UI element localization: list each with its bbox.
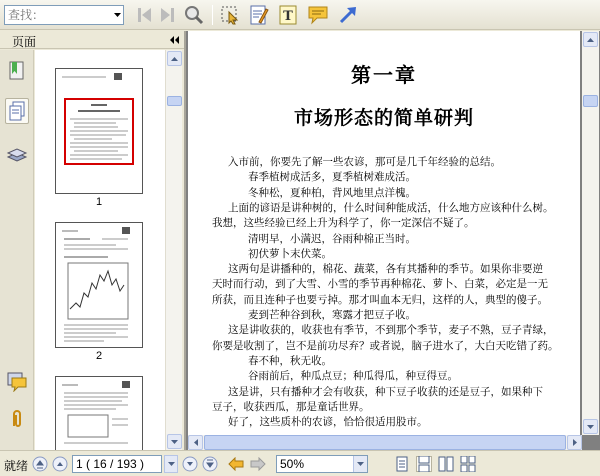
comment-list-icon <box>6 370 28 392</box>
back-arrow-icon <box>228 457 244 471</box>
proverb-line: 冬种松，夏种柏，背风地里点洋槐。 <box>248 186 416 199</box>
scroll-down-arrow[interactable] <box>167 434 182 449</box>
page-title: 市场形态的简单研判 <box>293 107 474 129</box>
next-page-button[interactable] <box>182 456 198 472</box>
search-icon <box>183 4 205 26</box>
proverb-line: 春不种，秋无收。 <box>248 354 332 367</box>
proverb-line: 麦到芒种谷到秋，寒露才把豆子收。 <box>248 309 416 321</box>
text-tool-icon <box>277 4 299 26</box>
thumbnail-page-2[interactable] <box>55 222 143 348</box>
paragraph-line: 你要是收割了，岂不是前功尽弃？或者说，脑子进水了，大白天吃错了药。 <box>212 339 559 352</box>
paragraph-line: 好了，这些质朴的农谚，恰恰很适用股市。 <box>228 416 428 429</box>
first-page-button[interactable] <box>32 456 48 472</box>
proverb-line: 谷雨前后，种瓜点豆；种瓜得瓜，种豆得豆。 <box>248 370 458 383</box>
bookmarks-tab[interactable] <box>5 58 29 84</box>
document-vertical-scrollbar[interactable] <box>582 31 599 435</box>
zoom-value: 50% <box>280 457 305 471</box>
find-next-button[interactable] <box>156 3 180 27</box>
next-page-icon <box>182 456 198 472</box>
panel-icon-rail <box>0 50 34 450</box>
comment-button[interactable] <box>306 3 330 27</box>
thumbnails-pane <box>35 50 165 450</box>
facing-view-button[interactable] <box>438 456 454 472</box>
svg-text:T: T <box>283 9 293 24</box>
toolbar <box>0 0 600 30</box>
proverb-line: 清明早，小满迟，谷雨种棉正当时。 <box>248 232 416 245</box>
comment-icon <box>307 4 329 26</box>
collapse-panel-icon[interactable] <box>170 34 180 48</box>
first-page-icon <box>32 456 48 472</box>
status-text: 就绪 <box>4 459 29 473</box>
last-page-button[interactable] <box>202 456 218 472</box>
paragraph-line: 天时而行动，到了大雪、小雪的季节再种棉花、萝卜、白菜，必定是一无 <box>212 278 548 291</box>
scroll-up-arrow[interactable] <box>583 32 598 47</box>
previous-page-button[interactable] <box>52 456 68 472</box>
attachments-tab[interactable] <box>5 406 29 432</box>
facing-pages-icon <box>438 456 454 472</box>
thumbnails-scrollbar[interactable] <box>165 50 182 450</box>
document-view <box>184 31 600 450</box>
paragraph-line: 这是讲，只有播种才会有收获，种下豆子收获的还是豆子，如果种下 <box>228 385 543 398</box>
find-previous-button[interactable] <box>132 3 156 27</box>
scroll-right-arrow[interactable] <box>567 435 582 450</box>
status-bar <box>0 450 600 476</box>
search-button[interactable] <box>182 3 206 27</box>
note-button[interactable] <box>246 3 270 27</box>
left-panel-header <box>0 31 184 49</box>
arrow-tool-button[interactable] <box>336 3 360 27</box>
forward-button[interactable] <box>250 456 266 472</box>
chevron-down-icon <box>168 462 175 466</box>
paragraph-line: 入市前，你要先了解一些农谚，那可是几千年经验的总结。 <box>228 156 501 168</box>
scrollbar-thumb[interactable] <box>204 435 566 450</box>
paragraph-line: 这两句是讲播种的，棉花、蔬菜，各有其播种的季节。如果你非要逆 <box>228 263 543 276</box>
paragraph-line: 这是讲收获的，收获也有季节，不到那个季节，麦子不熟，豆子青绿， <box>228 324 554 337</box>
find-previous-icon <box>134 5 154 25</box>
continuous-facing-icon <box>460 456 476 472</box>
scrollbar-thumb[interactable] <box>583 95 598 107</box>
continuous-view-button[interactable] <box>416 456 432 472</box>
proverb-line: 春季植树成活多，夏季植树难成活。 <box>248 171 416 184</box>
previous-page-icon <box>52 456 68 472</box>
back-button[interactable] <box>228 456 244 472</box>
comments-tab[interactable] <box>5 368 29 394</box>
page-indicator: 1 ( 16 / 193 ) <box>76 457 145 471</box>
select-text-icon <box>219 4 241 26</box>
select-text-button[interactable] <box>218 3 242 27</box>
page-number-field[interactable] <box>72 455 162 473</box>
note-icon <box>247 4 269 26</box>
text-tool-button[interactable] <box>276 3 300 27</box>
search-input[interactable] <box>6 7 112 23</box>
panel-title: 页面 <box>12 35 37 49</box>
paragraph-line: 所获，而且连种子也要亏掉。那才叫血本无归，这样的人，典型的傻子。 <box>212 293 548 306</box>
bookmark-icon <box>7 60 27 82</box>
thumbnail-page-3[interactable] <box>55 376 143 450</box>
paragraph-line: 豆子，收获西瓜，那是童话世界。 <box>212 400 370 413</box>
layers-tab[interactable] <box>5 142 29 168</box>
document-page <box>188 31 580 435</box>
paragraph-line: 上面的谚语是讲种树的，什么时间种能成活，什么地方应该种什么树。 <box>228 201 554 214</box>
continuous-page-icon <box>417 456 431 472</box>
thumbnail-number: 1 <box>95 196 103 208</box>
search-box[interactable] <box>4 5 124 25</box>
arrow-tool-icon <box>337 4 359 26</box>
single-page-icon <box>395 456 409 472</box>
last-page-icon <box>202 456 218 472</box>
chapter-heading: 第一章 <box>351 63 417 87</box>
chevron-down-icon[interactable] <box>353 456 367 472</box>
thumbnail-page-1[interactable] <box>55 68 143 194</box>
scrollbar-thumb[interactable] <box>167 96 182 106</box>
proverb-line: 初伏萝卜末伏菜。 <box>248 247 332 260</box>
zoom-select[interactable] <box>276 455 368 473</box>
find-next-icon <box>158 5 178 25</box>
single-page-view-button[interactable] <box>394 456 410 472</box>
layers-icon <box>6 144 28 166</box>
continuous-facing-view-button[interactable] <box>460 456 476 472</box>
thumbnail-number: 2 <box>95 350 103 362</box>
paragraph-line: 我想，这些经验已经上升为科学了，你一定深信不疑了。 <box>212 217 475 230</box>
page-dropdown-button[interactable] <box>164 455 178 473</box>
scroll-down-arrow[interactable] <box>583 419 598 434</box>
document-horizontal-scrollbar[interactable] <box>188 435 582 450</box>
paperclip-icon <box>7 408 27 430</box>
chevron-down-icon[interactable] <box>112 7 122 23</box>
pages-icon <box>7 100 27 122</box>
scroll-left-arrow[interactable] <box>188 435 203 450</box>
forward-arrow-icon <box>250 457 266 471</box>
pages-tab[interactable] <box>5 98 29 124</box>
scroll-up-arrow[interactable] <box>167 51 182 66</box>
